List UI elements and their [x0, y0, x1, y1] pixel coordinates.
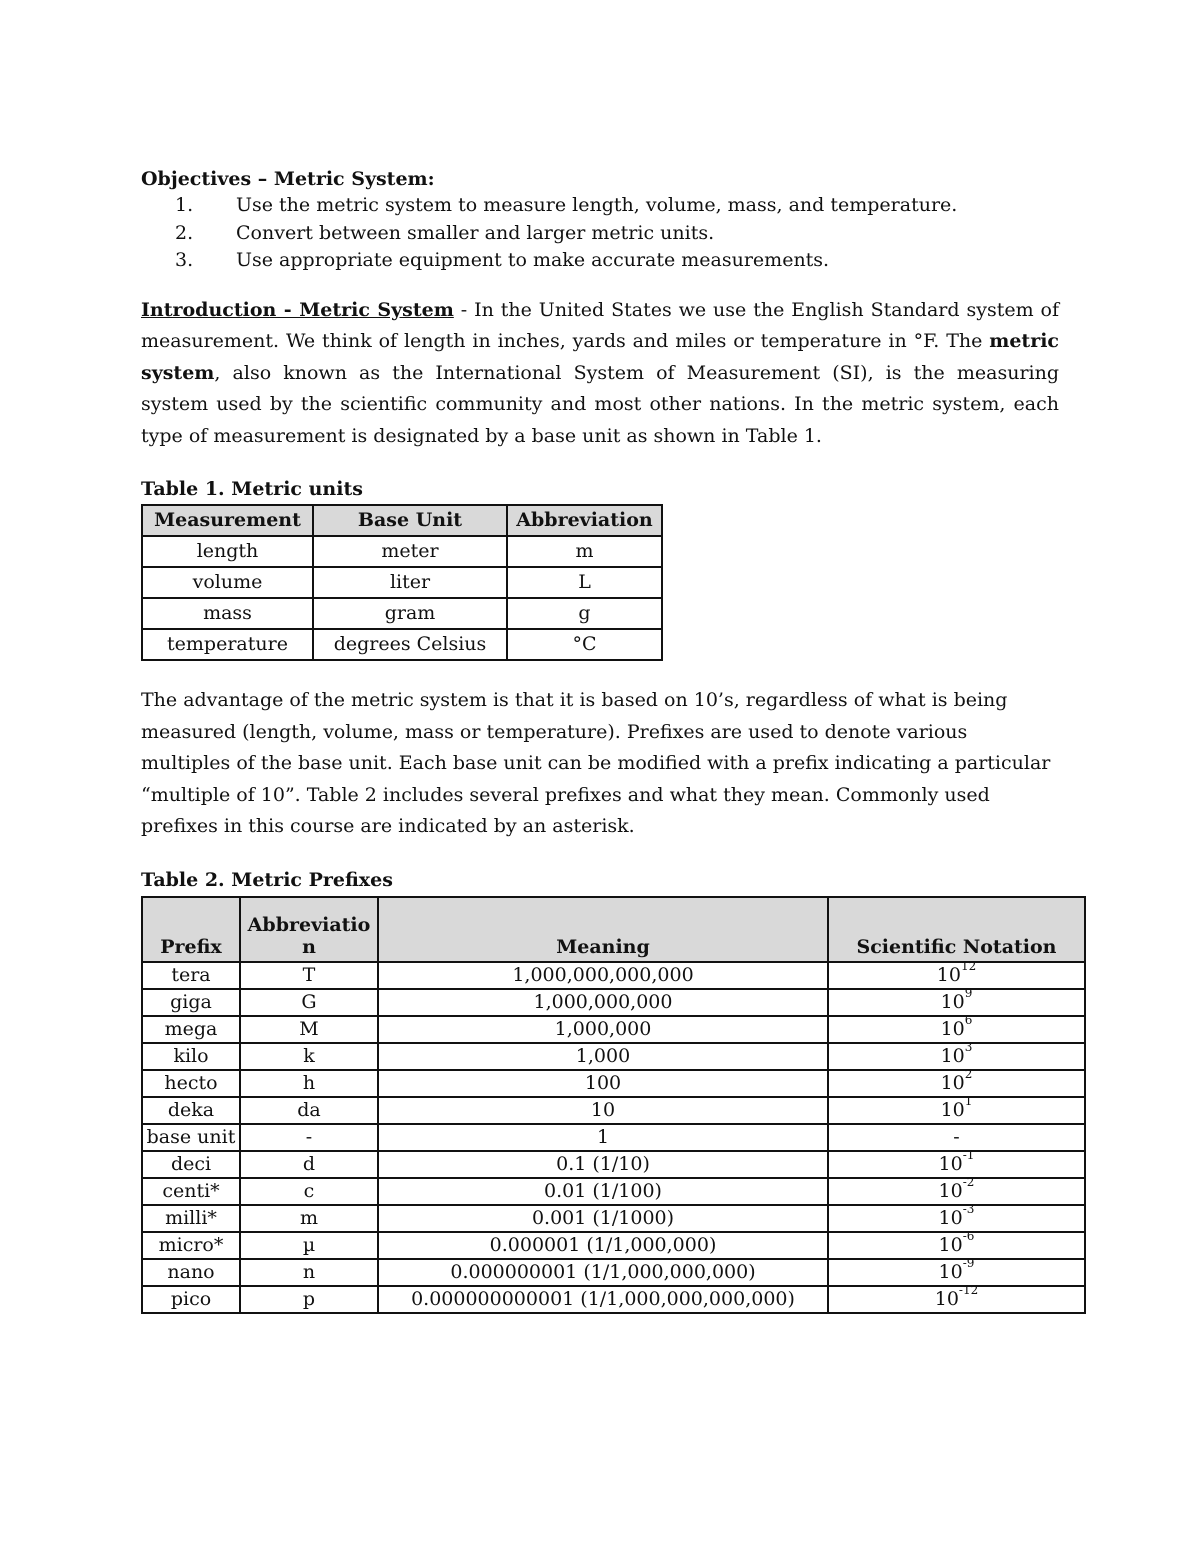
table-cell: hecto: [142, 1070, 240, 1097]
table-row: [142, 536, 662, 567]
notation-base: 10: [938, 1152, 963, 1175]
table-cell: -: [240, 1124, 378, 1151]
table-cell: m: [240, 1205, 378, 1232]
table-cell: length: [142, 536, 313, 567]
table-row: [142, 1124, 1085, 1151]
notation-base: 10: [940, 1017, 965, 1040]
table-cell: giga: [142, 989, 240, 1016]
notation-base: -: [953, 1125, 960, 1148]
notation-base: 10: [940, 990, 965, 1013]
table-cell: pico: [142, 1286, 240, 1313]
prefix-table-body: [142, 959, 1085, 1313]
table-cell: micro*: [142, 1232, 240, 1259]
notation-exponent: 6: [964, 1013, 973, 1028]
table-cell: h: [240, 1070, 378, 1097]
table-row: [142, 567, 662, 598]
table-cell: µ: [240, 1232, 378, 1259]
table-row: [142, 1151, 1085, 1178]
scientific-notation-cell: [828, 1013, 1085, 1043]
table-cell: 0.000001 (1/1,000,000): [378, 1232, 828, 1259]
notation-base: 10: [934, 1287, 959, 1310]
objective-text: Convert between smaller and larger metric units.: [236, 221, 715, 244]
table-cell: milli*: [142, 1205, 240, 1232]
table-cell: 0.000000001 (1/1,000,000,000): [378, 1259, 828, 1286]
table-row: [142, 989, 1085, 1016]
table-row: [142, 962, 1085, 989]
table-cell: 0.001 (1/1000): [378, 1205, 828, 1232]
notation-exponent: -2: [962, 1175, 975, 1190]
table-cell: L: [507, 567, 662, 598]
table-cell: 1: [378, 1124, 828, 1151]
objective-text: Use the metric system to measure length, volume, mass, and temperature.: [236, 194, 958, 216]
objectives-heading: Objectives – Metric System:: [141, 168, 435, 190]
notation-exponent: -6: [962, 1229, 975, 1244]
notation-exponent: 3: [964, 1040, 973, 1055]
table-cell: 10: [378, 1097, 828, 1124]
notation-base: 10: [938, 1233, 963, 1256]
notation-exponent: -9: [962, 1256, 975, 1271]
table-header-cell: Abbreviation: [240, 897, 378, 962]
table-cell: 0.000000000001 (1/1,000,000,000,000): [378, 1286, 828, 1313]
objectives-list: [141, 192, 1071, 275]
table-cell: temperature: [142, 629, 313, 660]
table-cell: m: [507, 536, 662, 567]
table-cell: 1,000,000,000,000: [378, 962, 828, 989]
introduction-paragraph: [141, 295, 1059, 453]
table-row: [142, 629, 662, 660]
notation-base: 10: [940, 1098, 965, 1121]
notation-exponent: 1: [964, 1094, 973, 1109]
table-cell: volume: [142, 567, 313, 598]
table-cell: degrees Celsius: [313, 629, 507, 660]
scientific-notation-cell: [828, 986, 1085, 1016]
table-cell: g: [507, 598, 662, 629]
table-cell: centi*: [142, 1178, 240, 1205]
table-cell: liter: [313, 567, 507, 598]
table-cell: tera: [142, 962, 240, 989]
table-cell: kilo: [142, 1043, 240, 1070]
table-cell: 1,000,000,000: [378, 989, 828, 1016]
notation-exponent: -3: [962, 1202, 975, 1217]
scientific-notation-cell: [828, 1124, 1085, 1151]
table1-caption: Table 1. Metric units: [141, 478, 363, 500]
table-header-cell: Meaning: [378, 897, 828, 962]
table-cell: deka: [142, 1097, 240, 1124]
table-cell: nano: [142, 1259, 240, 1286]
table-row: [142, 1205, 1085, 1232]
scientific-notation-cell: [828, 1067, 1085, 1097]
table-row: [142, 1016, 1085, 1043]
notation-base: 10: [938, 1206, 963, 1229]
metric-prefixes-table: [141, 896, 1086, 1314]
document-page: [141, 166, 1071, 1314]
scientific-notation-cell: [828, 1175, 1085, 1205]
advantage-paragraph: The advantage of the metric system is that it is based on 10’s, regardless of what is being measured (length, volume, mass or temperature). Prefixes are used to denote various multiples of the base unit. Each base unit can be modified with a prefix indicating a particular “multiple of 10”. Table 2 includes several prefixes and what they mean. Commonly used prefixes in this course are indicated by an asterisk.: [141, 689, 1051, 837]
table-cell: T: [240, 962, 378, 989]
table-cell: n: [240, 1259, 378, 1286]
notation-base: 10: [938, 1179, 963, 1202]
objective-item: [141, 247, 1071, 275]
scientific-notation-cell: [828, 1148, 1085, 1178]
table-row: [142, 1286, 1085, 1313]
objective-number: 1.: [175, 194, 194, 216]
table-cell: M: [240, 1016, 378, 1043]
table-cell: 1,000: [378, 1043, 828, 1070]
introduction-heading: Introduction - Metric System: [141, 298, 454, 321]
table-cell: mass: [142, 598, 313, 629]
table-row: [142, 1070, 1085, 1097]
objective-number: 2.: [175, 221, 194, 244]
notation-exponent: 12: [960, 959, 977, 974]
objective-text: Use appropriate equipment to make accurate measurements.: [236, 249, 830, 271]
table-row: [142, 1178, 1085, 1205]
scientific-notation-cell: [828, 1283, 1085, 1313]
table-header-cell: Base Unit: [313, 505, 507, 536]
table-row: [142, 1043, 1085, 1070]
table-cell: 100: [378, 1070, 828, 1097]
table-cell: deci: [142, 1151, 240, 1178]
table-cell: gram: [313, 598, 507, 629]
table-row: [142, 1097, 1085, 1124]
table-header-cell: Measurement: [142, 505, 313, 536]
table-cell: 0.1 (1/10): [378, 1151, 828, 1178]
table-header-row: [142, 897, 1085, 962]
table-row: [142, 1232, 1085, 1259]
notation-base: 10: [936, 963, 961, 986]
introduction-text-2: , also known as the International System of Measurement (SI), is the measuring system used by the scientific community and most other nations. In the metric system, each type of measurement is designated by a base unit as shown in Table 1.: [141, 361, 1059, 447]
notation-exponent: -12: [958, 1283, 979, 1298]
table-cell: 0.01 (1/100): [378, 1178, 828, 1205]
objective-number: 3.: [175, 249, 194, 271]
scientific-notation-cell: [828, 1202, 1085, 1232]
objective-item: [141, 192, 1071, 220]
scientific-notation-cell: [828, 1040, 1085, 1070]
scientific-notation-cell: [828, 959, 1085, 989]
scientific-notation-cell: [828, 1256, 1085, 1286]
objective-item: [141, 220, 1071, 248]
notation-base: 10: [940, 1071, 965, 1094]
notation-base: 10: [938, 1260, 963, 1283]
table-cell: G: [240, 989, 378, 1016]
table-cell: c: [240, 1178, 378, 1205]
notation-base: 10: [940, 1044, 965, 1067]
table-cell: °C: [507, 629, 662, 660]
table2-caption: Table 2. Metric Prefixes: [141, 868, 393, 891]
table-row: [142, 598, 662, 629]
introduction-text-1: - In the United States we use the English Standard system of measurement. We think of length in inches, yards and miles or temperature in °F. The: [141, 298, 1059, 352]
notation-exponent: 9: [964, 986, 973, 1001]
table-cell: da: [240, 1097, 378, 1124]
table-header-cell: Prefix: [142, 897, 240, 962]
scientific-notation-cell: [828, 1094, 1085, 1124]
table-cell: k: [240, 1043, 378, 1070]
table-cell: 1,000,000: [378, 1016, 828, 1043]
metric-units-table: [141, 504, 663, 661]
table-cell: mega: [142, 1016, 240, 1043]
table-row: [142, 1259, 1085, 1286]
table-header-row: [142, 505, 662, 536]
table-header-cell: Abbreviation: [507, 505, 662, 536]
table-cell: base unit: [142, 1124, 240, 1151]
table-cell: d: [240, 1151, 378, 1178]
introduction-bold-term: metric system: [141, 330, 1059, 384]
table-cell: p: [240, 1286, 378, 1313]
table-header-cell: Scientific Notation: [828, 897, 1085, 962]
notation-exponent: 2: [964, 1067, 973, 1082]
notation-exponent: -1: [962, 1148, 975, 1163]
scientific-notation-cell: [828, 1229, 1085, 1259]
table-cell: meter: [313, 536, 507, 567]
